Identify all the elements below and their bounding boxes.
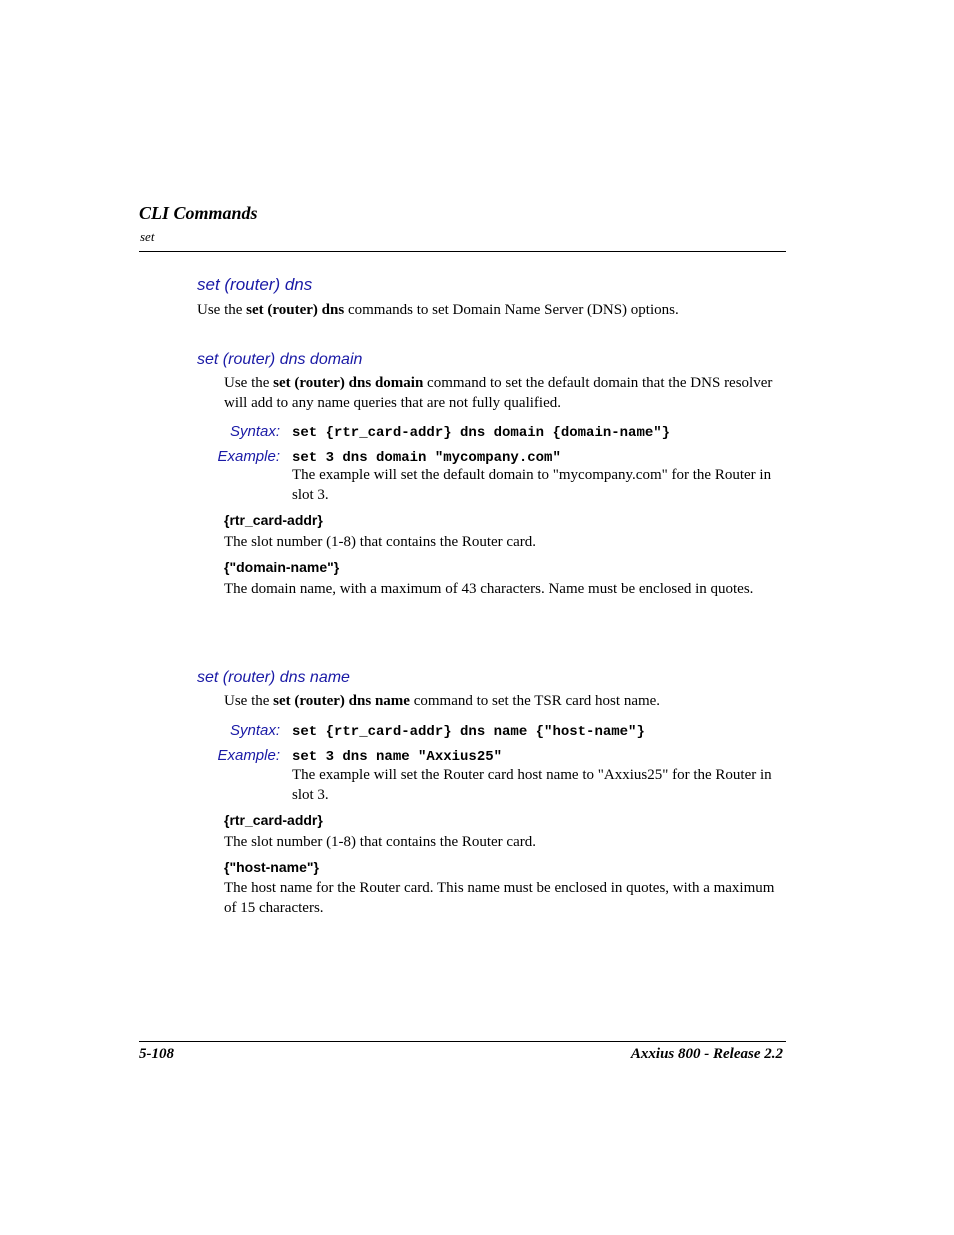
domain-syntax-code: set {rtr_card-addr} dns domain {domain-name"} (292, 425, 671, 441)
header-rule (139, 251, 786, 252)
name-param-name: {"host-name"} (224, 859, 319, 875)
domain-param-description: The slot number (1-8) that contains the Router card. (224, 534, 536, 550)
product-release: Axxius 800 - Release 2.2 (630, 1046, 783, 1062)
name-param-description: The host name for the Router card. This name must be enclosed in quotes, with a maximum of 15 characters. (224, 880, 775, 916)
running-header-subtitle: set (140, 229, 155, 244)
domain-param-name: {rtr_card-addr} (224, 512, 323, 528)
name-syntax-code: set {rtr_card-addr} dns name {"host-name"} (292, 724, 645, 740)
domain-heading: set (router) dns domain (197, 351, 363, 368)
domain-description: Use the set (router) dns domain command to set the default domain that the DNS resolver will add to any name queries that are not fully qualified. (224, 375, 773, 411)
section-intro: Use the set (router) dns commands to set Domain Name Server (DNS) options. (197, 302, 679, 318)
running-header-title: CLI Commands (139, 203, 258, 223)
name-example-label: Example: (217, 747, 280, 764)
domain-syntax-label: Syntax: (229, 423, 280, 440)
section-heading: set (router) dns (197, 275, 313, 294)
name-param-description: The slot number (1-8) that contains the Router card. (224, 834, 536, 850)
name-example-code: set 3 dns name "Axxius25" (292, 749, 503, 765)
page-number: 5-108 (139, 1046, 174, 1062)
domain-example-description: The example will set the default domain to "mycompany.com" for the Router in slot 3. (292, 467, 772, 503)
name-description: Use the set (router) dns name command to set the TSR card host name. (224, 693, 661, 709)
name-example-description: The example will set the Router card host name to "Axxius25" for the Router in slot 3. (292, 767, 772, 803)
domain-param-name: {"domain-name"} (224, 559, 340, 575)
domain-example-label: Example: (217, 448, 280, 465)
name-syntax-label: Syntax: (229, 722, 280, 739)
domain-example-code: set 3 dns domain "mycompany.com" (292, 450, 561, 466)
name-param-name: {rtr_card-addr} (224, 812, 323, 828)
name-heading: set (router) dns name (197, 669, 350, 686)
footer-rule (139, 1041, 786, 1042)
domain-param-description: The domain name, with a maximum of 43 characters. Name must be enclosed in quotes. (224, 581, 754, 597)
